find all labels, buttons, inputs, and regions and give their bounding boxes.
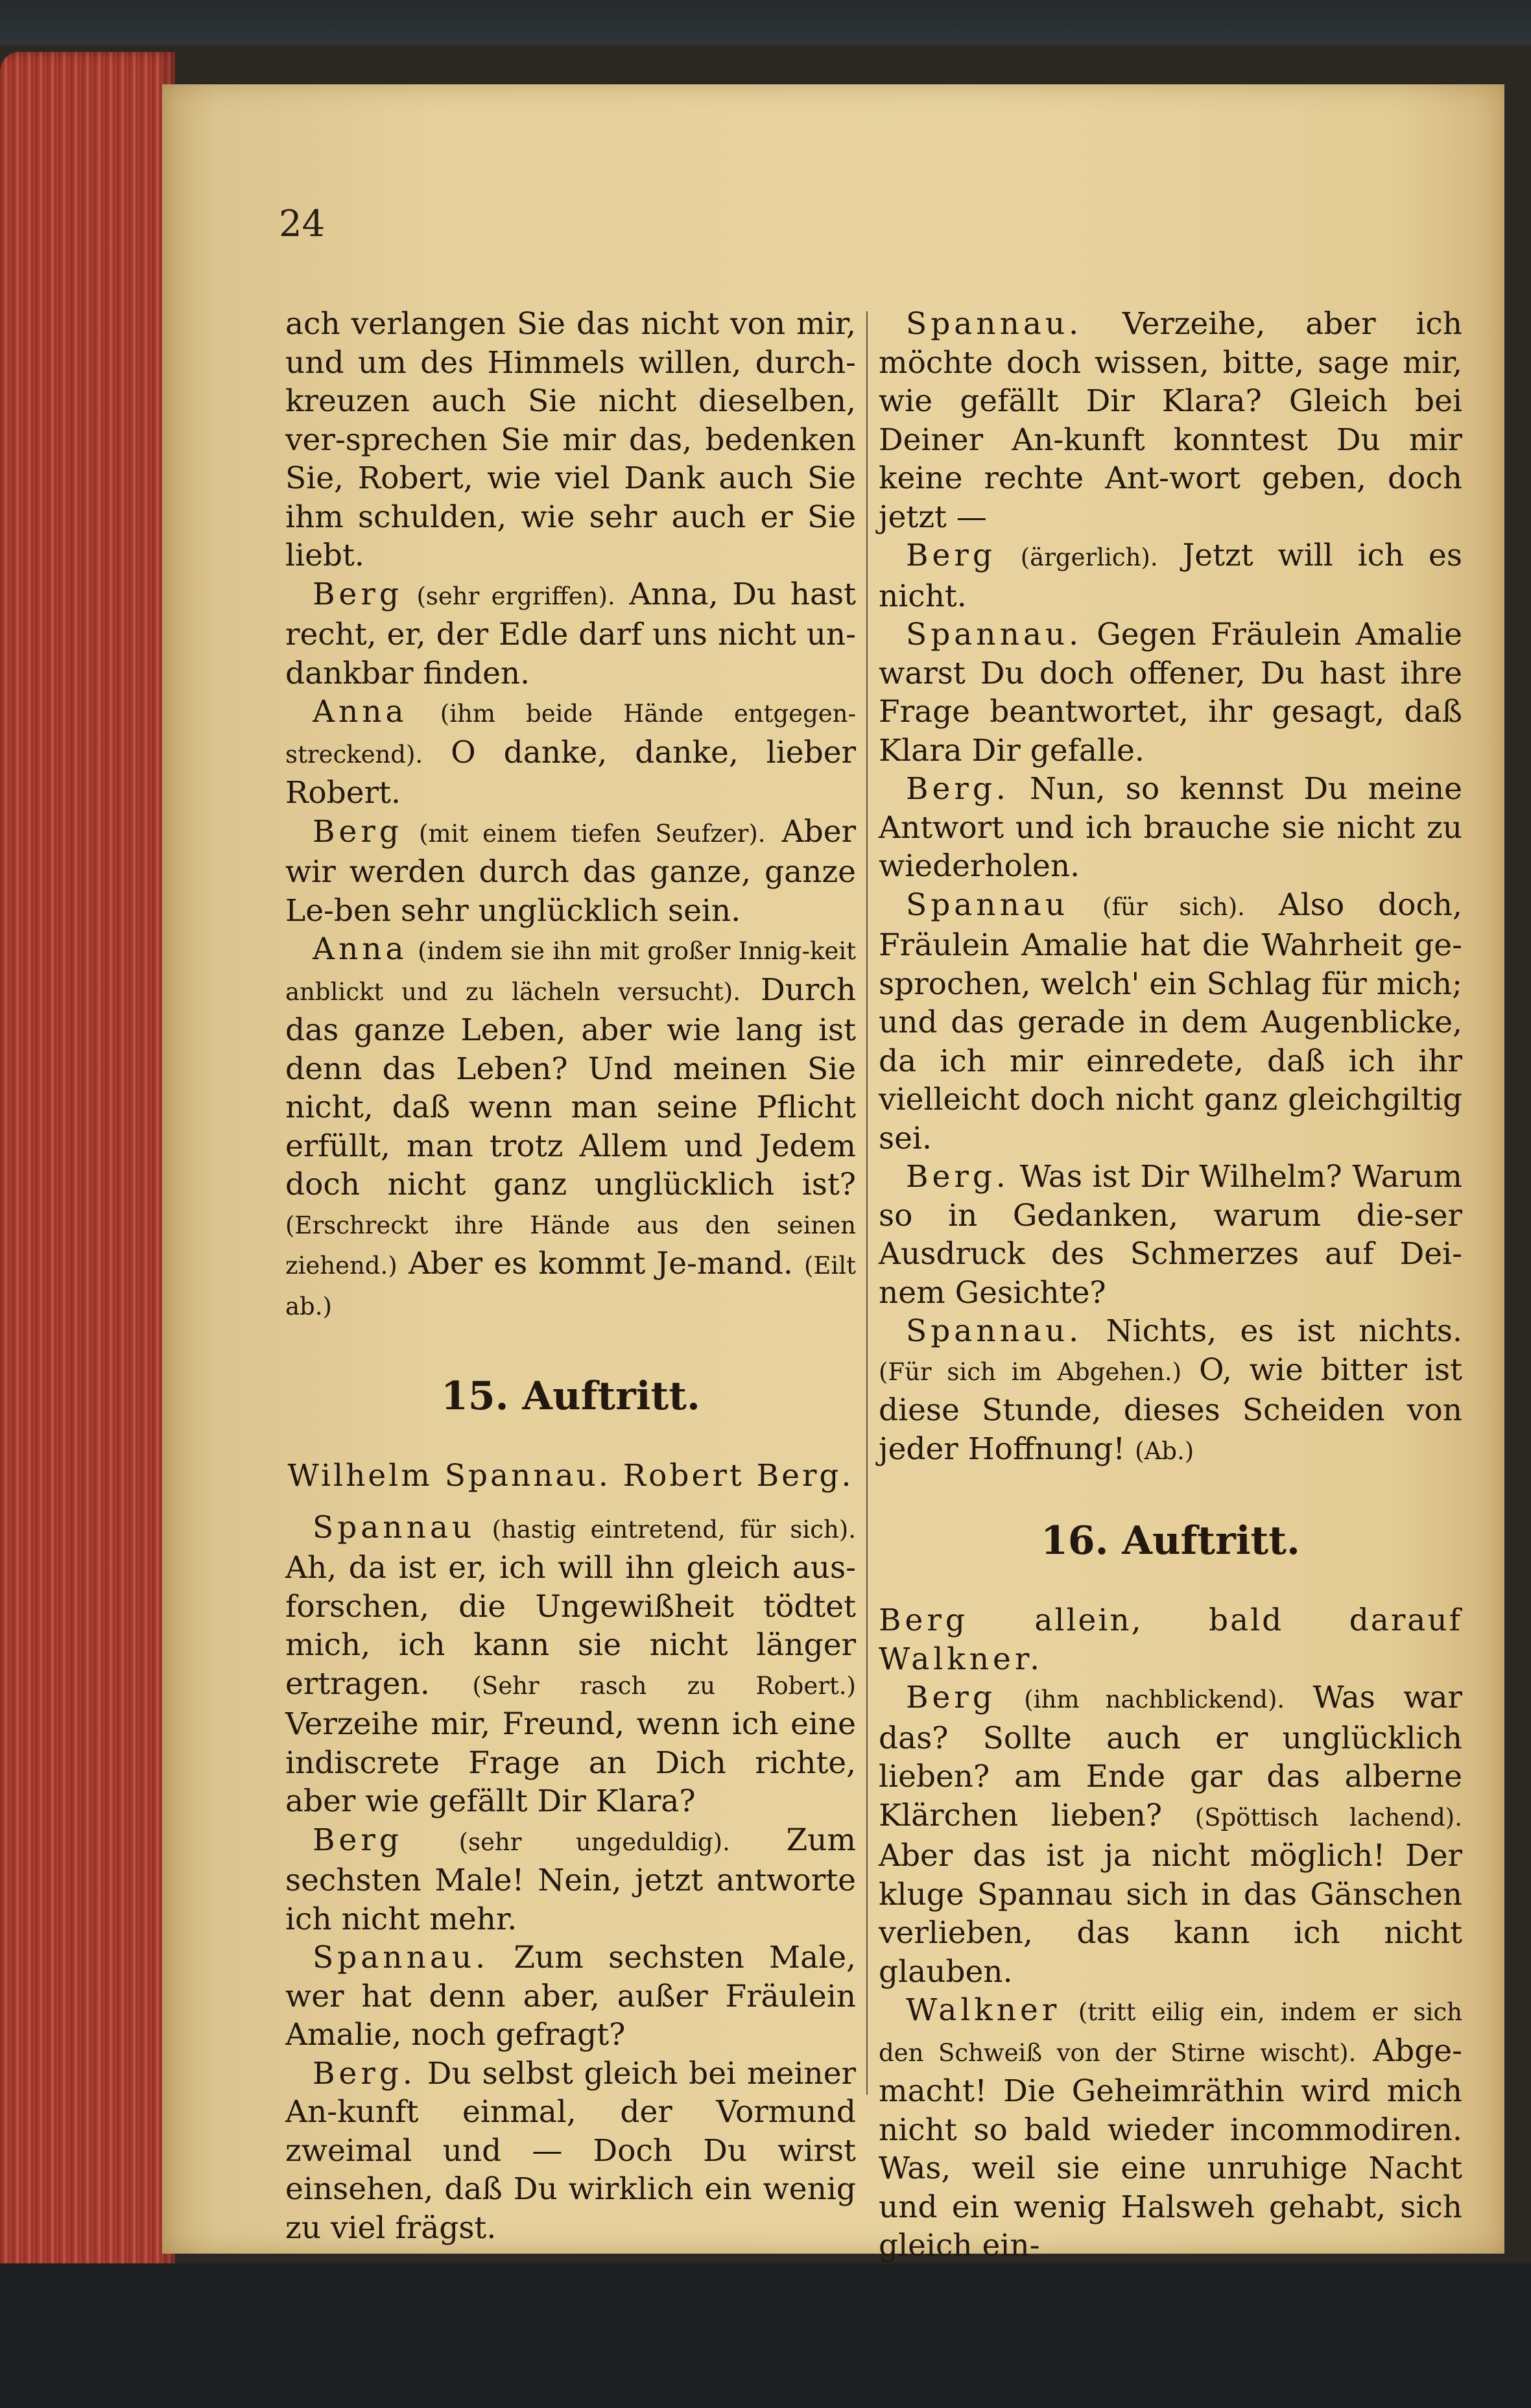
- stage-direction: (Erschreckt ihre Hände aus den seinen ziehend.): [285, 1211, 856, 1280]
- background-bottom: [0, 2263, 1531, 2408]
- speech-text: Durch das ganze Leben, aber wie lang ist denn das Leben? Und meinen Sie nicht, daß wenn man seine Pflicht erfüllt, man trotz Allem und Jedem doch nicht ganz unglücklich ist?: [285, 972, 856, 1202]
- speech-paragraph: [879, 305, 1462, 536]
- speech-text: Nichts, es ist nichts.: [1106, 1313, 1462, 1349]
- speaker-name: Spannau.: [313, 1940, 490, 1975]
- scene-heading: 16. Auftritt.: [1041, 1518, 1300, 1564]
- stage-direction: (tritt eilig ein, indem er sich den Schweiß von der Stirne wischt).: [879, 1998, 1462, 2067]
- speech-text: Was war das? Sollte auch er unglücklich lieben? am Ende gar das alberne Klärchen lieben?: [879, 1680, 1462, 1833]
- speaker-name: Berg.: [906, 771, 1010, 807]
- page-number: 24: [279, 203, 326, 245]
- speech-paragraph: [879, 1678, 1462, 1991]
- speech-text: Zum sechsten Male! Nein, jetzt antworte ich nicht mehr.: [285, 1822, 856, 1937]
- stage-direction: (Ab.): [1135, 1436, 1194, 1465]
- cast-name: Robert Berg.: [623, 1458, 854, 1494]
- speaker-name: Spannau: [906, 887, 1069, 923]
- speech-text: Nun, so kennst Du meine Antwort und ich brauche sie nicht zu wiederholen.: [879, 771, 1462, 884]
- speech-text: Verzeihe, aber ich möchte doch wissen, bitte, sage mir, wie gefällt Dir Klara? Gleich bei Deiner An-kunft konntest Du mir keine rechte Ant-wort geben, doch jetzt —: [879, 306, 1462, 535]
- speech-paragraph: [879, 770, 1462, 886]
- stage-direction: (ihm nachblickend).: [1024, 1686, 1285, 1713]
- stage-direction: (Spöttisch lachend).: [1194, 1803, 1462, 1831]
- scene-heading: 15. Auftritt.: [441, 1374, 700, 1419]
- speech-text: O, wie bitter ist diese Stunde, dieses Scheiden von jeder Hoffnung!: [879, 1352, 1462, 1467]
- speech-text: Gegen Fräulein Amalie warst Du doch offener, Du hast ihre Frage beantwortet, ihr gesagt, daß Klara Dir gefalle.: [879, 617, 1462, 769]
- speech-paragraph: [285, 2055, 856, 2248]
- stage-direction: (sehr ergriffen).: [416, 582, 615, 610]
- speaker-name: Berg: [313, 1822, 403, 1858]
- speaker-name: Spannau: [313, 1509, 476, 1545]
- speech-text: Abge-macht! Die Geheimräthin wird mich nicht so bald wieder incommodiren. Was, weil sie eine unruhige Nacht und ein wenig Halsweh gehabt, sich gleich ein-: [879, 2032, 1462, 2263]
- speech-paragraph: [285, 930, 856, 1326]
- speech-text: Verzeihe mir, Freund, wenn ich eine indiscrete Frage an Dich richte, aber wie gefällt Dir Klara?: [285, 1706, 856, 1819]
- scene-cast: [879, 1601, 1462, 1678]
- stage-direction: (hastig eintretend, für sich).: [492, 1515, 856, 1544]
- speaker-name: Berg: [313, 813, 403, 850]
- speaker-name: Berg: [906, 1680, 996, 1715]
- speech-text: Jetzt will ich es nicht.: [879, 538, 1462, 614]
- speech-paragraph: [879, 886, 1462, 1158]
- speech-paragraph: [285, 693, 856, 813]
- speaker-name: Berg.: [313, 2055, 416, 2092]
- speech-paragraph: [285, 1938, 856, 2055]
- speaker-name: Berg: [313, 576, 403, 612]
- speaker-name: Anna: [313, 931, 408, 967]
- speech-paragraph: [879, 615, 1462, 770]
- cast-name: Wilhelm Spannau.: [287, 1458, 611, 1494]
- stage-direction: (Für sich im Abgehen.): [879, 1357, 1182, 1386]
- right-column: [879, 305, 1462, 2265]
- cast-text: allein, bald darauf: [1034, 1603, 1462, 1638]
- speech-text: O danke, danke, lieber Robert.: [285, 734, 856, 811]
- speaker-name: Spannau.: [906, 1313, 1083, 1349]
- speech-text: Aber es kommt Je-mand.: [408, 1246, 793, 1281]
- speech-paragraph: [285, 1508, 856, 1821]
- speech-paragraph: [879, 1158, 1462, 1312]
- speech-text: Du selbst gleich bei meiner An-kunft einmal, der Vormund zweimal und — Doch Du wirst einsehen, daß Du wirklich ein wenig zu viel frägst.: [285, 2055, 856, 2246]
- speaker-name: Anna: [313, 694, 408, 730]
- stage-direction: (für sich).: [1102, 892, 1245, 921]
- speaker-name: Walkner: [906, 1992, 1061, 2028]
- cast-name: Walkner.: [879, 1641, 1044, 1677]
- speech-text: Aber wir werden durch das ganze, ganze Le-ben sehr unglücklich sein.: [285, 813, 856, 929]
- speech-text: Zum sechsten Male, wer hat denn aber, außer Fräulein Amalie, noch gefragt?: [285, 1940, 856, 2053]
- stage-direction: (indem sie ihn mit großer Innig-keit anblickt und zu lächeln versucht).: [285, 937, 856, 1006]
- speech-text: Aber das ist ja nicht möglich! Der kluge Spannau sich in das Gänschen verlieben, das kann ich nicht glauben.: [879, 1838, 1462, 1990]
- paragraph: ach verlangen Sie das nicht von mir, und um des Himmels willen, durch-kreuzen auch Sie nicht dieselben, ver-sprechen Sie mir das, bedenken Sie, Robert, wie viel Dank auch Sie ihm schulden, wie sehr auch er Sie liebt.: [285, 306, 856, 573]
- stage-direction: (Sehr rasch zu Robert.): [472, 1671, 856, 1700]
- stage-direction: (sehr ungeduldig).: [458, 1828, 730, 1856]
- speech-paragraph: [285, 1821, 856, 1939]
- scene-cast: [285, 1457, 856, 1496]
- speaker-name: Spannau.: [906, 617, 1083, 652]
- stage-direction: (ärgerlich).: [1020, 543, 1158, 571]
- speaker-name: Berg.: [906, 1159, 1010, 1195]
- speech-text: Ah, da ist er, ich will ihn gleich aus-forschen, die Ungewißheit tödtet mich, ich kann sie nicht länger ertragen.: [285, 1550, 856, 1702]
- stage-direction: (ihm beide Hände entgegen-streckend).: [285, 700, 856, 769]
- speech-paragraph: [285, 813, 856, 931]
- speech-paragraph: [879, 1991, 1462, 2265]
- column-divider: [866, 311, 868, 2095]
- cast-name: Berg: [879, 1603, 969, 1638]
- speech-text: Also doch, Fräulein Amalie hat die Wahrheit ge-sprochen, welch' ein Schlag für mich; und das gerade in dem Augenblicke, da ich mir einredete, daß ich ihr vielleicht doch nicht ganz gleichgiltig sei.: [879, 887, 1462, 1156]
- speech-text: Anna, Du hast recht, er, der Edle darf uns nicht un-dankbar finden.: [285, 576, 856, 691]
- speech-paragraph: [879, 536, 1462, 615]
- speaker-name: Spannau.: [906, 306, 1083, 342]
- speaker-name: Berg: [906, 538, 996, 573]
- page-edges: [0, 52, 175, 2276]
- stage-direction: (mit einem tiefen Seufzer).: [419, 819, 766, 848]
- speech-text: Was ist Dir Wilhelm? Warum so in Gedanken, warum die-ser Ausdruck des Schmerzes auf Dei-nem Gesichte?: [879, 1159, 1462, 1311]
- speech-paragraph: [879, 1312, 1462, 1470]
- left-column: [285, 305, 856, 2247]
- stage-direction: (Eilt ab.): [285, 1252, 856, 1320]
- speech-paragraph: [285, 575, 856, 693]
